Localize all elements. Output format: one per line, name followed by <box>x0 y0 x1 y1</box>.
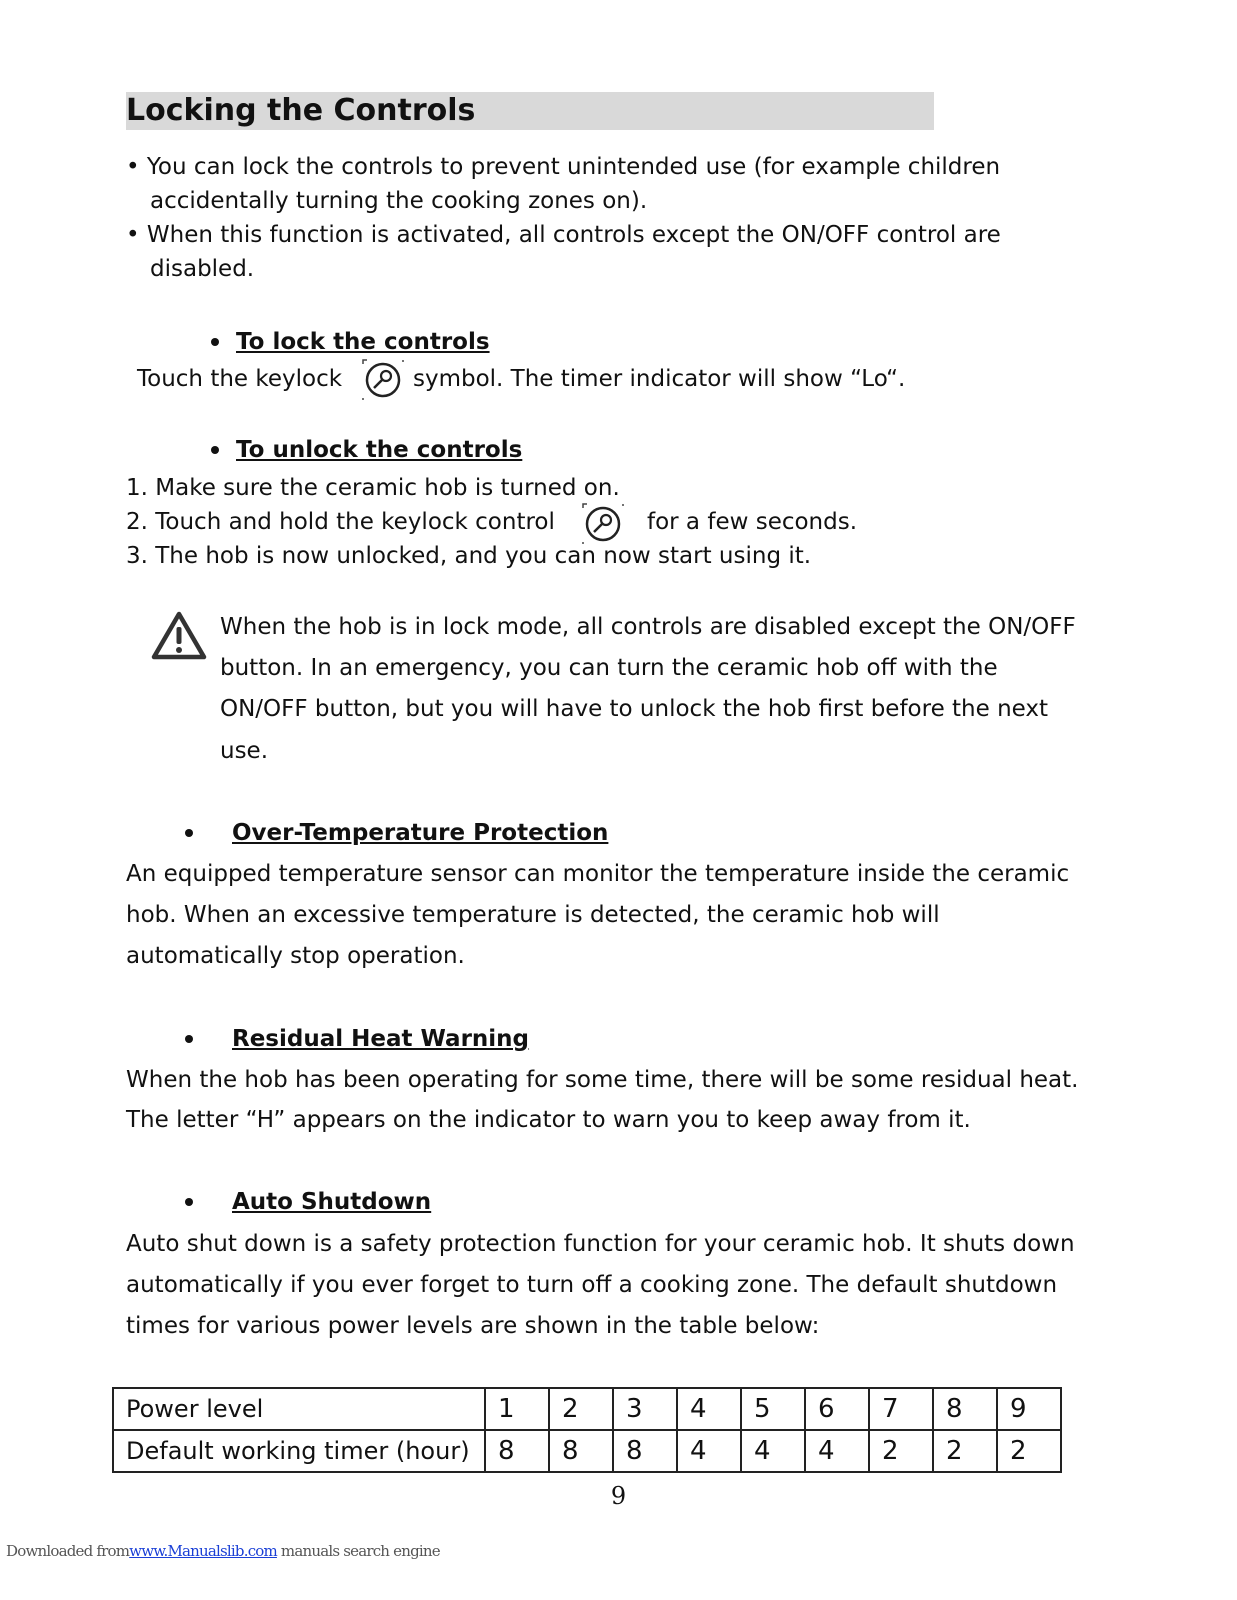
bullet-dot <box>185 1198 193 1206</box>
intro-bullet-1-line-2: accidentally turning the cooking zones on). <box>150 188 648 214</box>
bullet-dot <box>185 829 193 837</box>
table-row <box>113 1430 1061 1472</box>
over-temp-subheading: Over-Temperature Protection <box>232 820 609 846</box>
table-cell: 8 <box>485 1430 549 1472</box>
footer-prefix: Downloaded from <box>6 1542 130 1560</box>
table-cell: 9 <box>997 1388 1061 1430</box>
manualslib-link[interactable]: www.Manualslib.com <box>129 1542 277 1560</box>
residual-line-1: When the hob has been operating for some time, there will be some residual heat. <box>126 1067 1079 1093</box>
intro-bullet-2-line-1: • When this function is activated, all controls except the ON/OFF control are <box>126 222 1001 248</box>
table-cell: 8 <box>933 1388 997 1430</box>
unlock-step-3: 3. The hob is now unlocked, and you can now start using it. <box>126 543 812 569</box>
table-cell: 2 <box>869 1430 933 1472</box>
table-row-label: Default working timer (hour) <box>113 1430 485 1472</box>
lock-text-after: symbol. The timer indicator will show “Lo“. <box>413 366 906 392</box>
table-cell: 2 <box>933 1430 997 1472</box>
auto-shutdown-line-2: automatically if you ever forget to turn off a cooking zone. The default shutdown <box>126 1272 1058 1298</box>
table-cell: 2 <box>997 1430 1061 1472</box>
residual-line-2: The letter “H” appears on the indicator to warn you to keep away from it. <box>126 1107 971 1133</box>
download-footer <box>6 1542 440 1560</box>
intro-bullet-1-line-1: • You can lock the controls to prevent unintended use (for example children <box>126 154 1001 180</box>
footer-suffix: manuals search engine <box>276 1542 440 1560</box>
residual-subheading: Residual Heat Warning <box>232 1026 530 1052</box>
over-temp-line-1: An equipped temperature sensor can monitor the temperature inside the ceramic <box>126 861 1070 887</box>
table-row <box>113 1388 1061 1430</box>
auto-shutdown-subheading: Auto Shutdown <box>232 1189 432 1215</box>
lock-text-before: Touch the keylock <box>137 366 343 392</box>
bullet-dot <box>211 338 219 346</box>
over-temp-line-3: automatically stop operation. <box>126 943 465 969</box>
table-row-label: Power level <box>113 1388 485 1430</box>
keylock-icon <box>580 500 626 546</box>
warning-text-line-3: ON/OFF button, but you will have to unlock the hob first before the next <box>220 696 1049 722</box>
warning-triangle-icon <box>150 610 208 662</box>
auto-shutdown-line-3: times for various power levels are shown in the table below: <box>126 1313 820 1339</box>
table-cell: 4 <box>805 1430 869 1472</box>
bullet-dot <box>211 446 219 454</box>
table-cell: 4 <box>677 1388 741 1430</box>
table-cell: 4 <box>677 1430 741 1472</box>
unlock-step-2-before: 2. Touch and hold the keylock control <box>126 509 555 535</box>
warning-text-line-2: button. In an emergency, you can turn the ceramic hob off with the <box>220 655 998 681</box>
table-cell: 1 <box>485 1388 549 1430</box>
table-cell: 6 <box>805 1388 869 1430</box>
auto-shutdown-line-1: Auto shut down is a safety protection function for your ceramic hob. It shuts down <box>126 1231 1075 1257</box>
table-cell: 5 <box>741 1388 805 1430</box>
unlock-subheading: To unlock the controls <box>236 437 523 463</box>
shutdown-table <box>112 1387 1062 1473</box>
table-cell: 8 <box>549 1430 613 1472</box>
table-cell: 8 <box>613 1430 677 1472</box>
unlock-step-2-after: for a few seconds. <box>647 509 858 535</box>
page-title: Locking the Controls <box>126 93 476 128</box>
page-number: 9 <box>610 1482 627 1510</box>
over-temp-line-2: hob. When an excessive temperature is detected, the ceramic hob will <box>126 902 940 928</box>
lock-subheading: To lock the controls <box>236 329 490 355</box>
intro-bullet-2-line-2: disabled. <box>150 256 255 282</box>
warning-text-line-4: use. <box>220 738 269 764</box>
unlock-step-1: 1. Make sure the ceramic hob is turned on. <box>126 475 620 501</box>
table-cell: 7 <box>869 1388 933 1430</box>
keylock-icon <box>360 356 406 402</box>
table-cell: 4 <box>741 1430 805 1472</box>
bullet-dot <box>185 1035 193 1043</box>
table-cell: 2 <box>549 1388 613 1430</box>
table-cell: 3 <box>613 1388 677 1430</box>
warning-text-line-1: When the hob is in lock mode, all controls are disabled except the ON/OFF <box>220 614 1076 640</box>
